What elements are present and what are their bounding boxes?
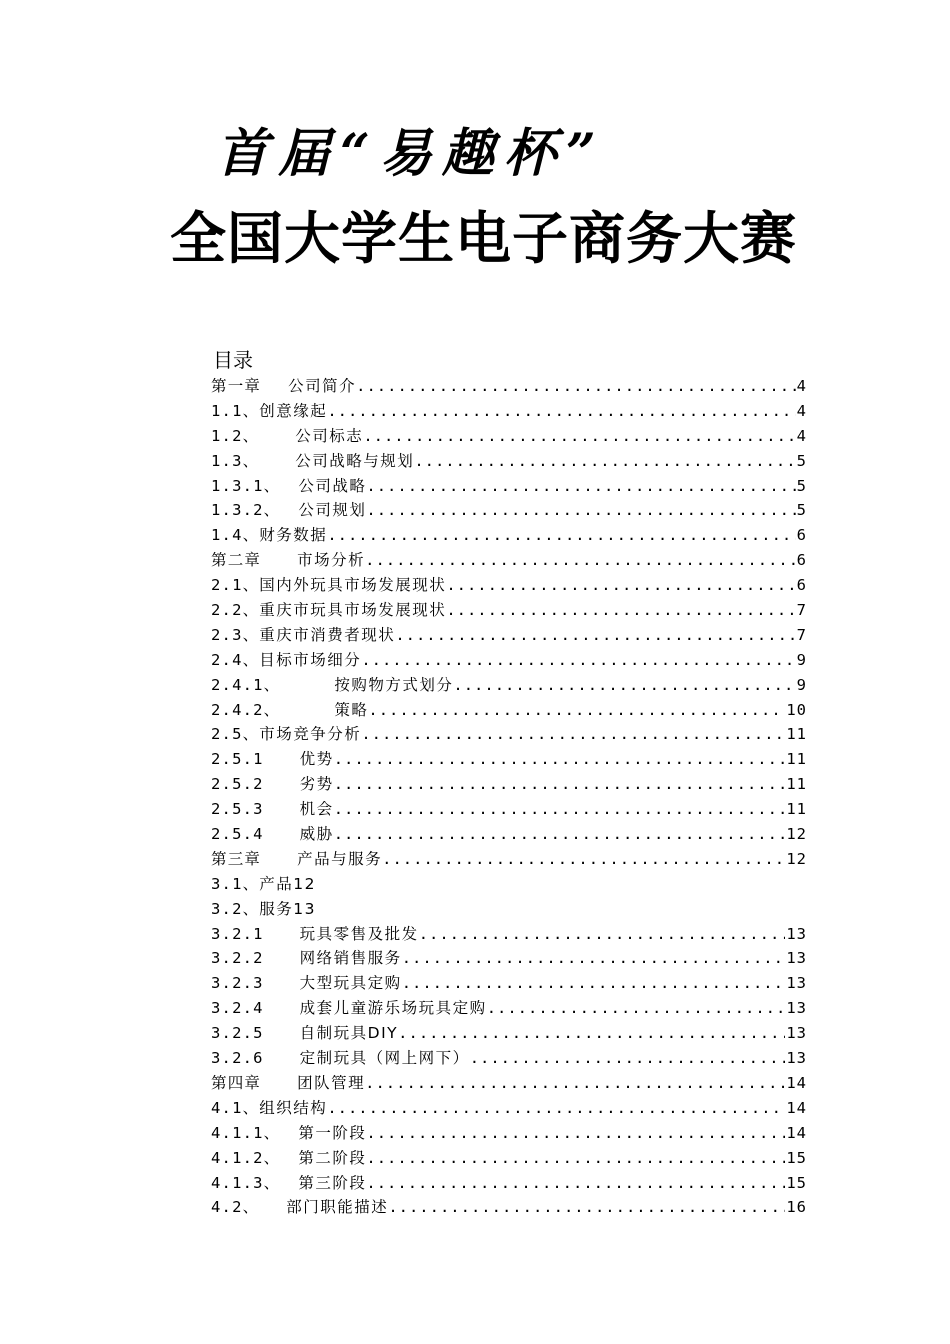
toc-entry-title: 机会 bbox=[299, 800, 334, 819]
toc-entry-number: 4.1.1、 bbox=[211, 1123, 281, 1142]
toc-entry[interactable] bbox=[211, 722, 807, 747]
toc-entry-title: 重庆市消费者现状 bbox=[259, 625, 396, 644]
toc-dot-leader bbox=[414, 449, 795, 474]
toc-dot-leader bbox=[361, 722, 785, 747]
toc-entry[interactable] bbox=[211, 872, 807, 897]
toc-entry-number: 2.5.4 bbox=[211, 825, 264, 844]
toc-entry-number: 1.3.1、 bbox=[211, 476, 281, 495]
toc-entry-number: 2.1、 bbox=[211, 576, 260, 595]
toc-entry-number: 2.4.1、 bbox=[211, 675, 281, 694]
toc-entry-title: 劣势 bbox=[299, 775, 334, 794]
toc-entry-number: 3.2.6 bbox=[211, 1049, 264, 1068]
toc-entry[interactable] bbox=[211, 573, 807, 598]
toc-dot-leader bbox=[382, 847, 785, 872]
toc-entry-title: 按购物方式划分 bbox=[334, 675, 454, 694]
toc-dot-leader bbox=[366, 474, 795, 499]
toc-entry-title: 网络销售服务 bbox=[299, 949, 402, 968]
toc-entry-page: 4 bbox=[796, 401, 807, 420]
toc-entry-title: 自制玩具DIY bbox=[299, 1024, 399, 1043]
toc-entry-page: 14 bbox=[786, 1123, 807, 1142]
toc-dot-leader bbox=[398, 1021, 785, 1046]
toc-dot-leader bbox=[419, 922, 786, 947]
toc-entry-number: 2.5、 bbox=[211, 725, 260, 744]
toc-entry-title: 部门职能描述 bbox=[286, 1198, 389, 1217]
toc-entry[interactable] bbox=[211, 1171, 807, 1196]
toc-entry[interactable] bbox=[211, 1071, 807, 1096]
toc-entry-number: 第三章 bbox=[211, 849, 262, 868]
toc-entry[interactable] bbox=[211, 747, 807, 772]
toc-entry-page: 13 bbox=[786, 1024, 807, 1043]
toc-entry[interactable] bbox=[211, 847, 807, 872]
toc-entry[interactable] bbox=[211, 971, 807, 996]
toc-entry[interactable] bbox=[211, 1121, 807, 1146]
toc-entry-page: 11 bbox=[786, 750, 807, 769]
toc-dot-leader bbox=[327, 399, 795, 424]
toc-entry[interactable] bbox=[211, 1146, 807, 1171]
toc-entry-page: 7 bbox=[796, 601, 807, 620]
toc-entry-title: 威胁 bbox=[299, 825, 334, 844]
toc-entry-number: 4.1.3、 bbox=[211, 1173, 281, 1192]
toc-entry-title: 产品12 bbox=[259, 874, 317, 893]
toc-dot-leader bbox=[402, 946, 786, 971]
toc-entry-number: 第四章 bbox=[211, 1073, 262, 1092]
toc-entry-page: 10 bbox=[786, 700, 807, 719]
toc-dot-leader bbox=[363, 424, 795, 449]
toc-entry[interactable] bbox=[211, 399, 807, 424]
toc-entry-page: 5 bbox=[796, 451, 807, 470]
toc-entry-page: 7 bbox=[796, 625, 807, 644]
toc-entry-page: 13 bbox=[786, 924, 807, 943]
toc-dot-leader bbox=[327, 523, 795, 548]
toc-entry[interactable] bbox=[211, 449, 807, 474]
toc-entry-page: 11 bbox=[786, 725, 807, 744]
toc-entry-page: 9 bbox=[796, 675, 807, 694]
toc-entry-number: 2.4.2、 bbox=[211, 700, 281, 719]
toc-entry-title: 优势 bbox=[299, 750, 334, 769]
toc-entry[interactable] bbox=[211, 897, 807, 922]
toc-entry-number: 2.4、 bbox=[211, 650, 260, 669]
toc-entry-title: 团队管理 bbox=[297, 1073, 366, 1092]
toc-entry-number: 3.2.3 bbox=[211, 974, 264, 993]
toc-entry-title: 服务13 bbox=[259, 899, 317, 918]
toc-dot-leader bbox=[366, 1171, 785, 1196]
toc-entry-number: 3.2.5 bbox=[211, 1024, 264, 1043]
toc-dot-leader bbox=[365, 1071, 785, 1096]
toc-dot-leader bbox=[365, 548, 796, 573]
toc-entry-page: 15 bbox=[786, 1173, 807, 1192]
toc-entry-number: 3.2.1 bbox=[211, 924, 264, 943]
toc-entry-title: 第三阶段 bbox=[298, 1173, 367, 1192]
toc-entry-page: 9 bbox=[796, 650, 807, 669]
toc-entry[interactable] bbox=[211, 1195, 807, 1220]
toc-entry-number: 3.1、 bbox=[211, 874, 260, 893]
toc-entry-title: 定制玩具（网上网下） bbox=[299, 1049, 470, 1068]
toc-entry[interactable] bbox=[211, 623, 807, 648]
toc-heading: 目录 bbox=[213, 348, 253, 372]
toc-entry[interactable] bbox=[211, 374, 807, 399]
toc-entry[interactable] bbox=[211, 946, 807, 971]
toc-entry-number: 2.5.2 bbox=[211, 775, 264, 794]
toc-entry-number: 2.5.1 bbox=[211, 750, 264, 769]
toc-entry-title: 玩具零售及批发 bbox=[299, 924, 419, 943]
toc-entry-title: 国内外玩具市场发展现状 bbox=[259, 576, 447, 595]
toc-entry-number: 第二章 bbox=[211, 551, 262, 570]
toc-entry-title: 公司战略与规划 bbox=[295, 451, 415, 470]
toc-dot-leader bbox=[395, 623, 795, 648]
toc-entry-title: 策略 bbox=[334, 700, 369, 719]
toc-entry-number: 2.3、 bbox=[211, 625, 260, 644]
toc-entry-page: 13 bbox=[786, 949, 807, 968]
toc-dot-leader bbox=[402, 971, 786, 996]
toc-entry-page: 11 bbox=[786, 800, 807, 819]
toc-dot-leader bbox=[334, 772, 786, 797]
toc-entry[interactable] bbox=[211, 598, 807, 623]
toc-entry-number: 1.3.2、 bbox=[211, 501, 281, 520]
toc-entry-title: 财务数据 bbox=[259, 526, 328, 545]
toc-dot-leader bbox=[446, 598, 795, 623]
toc-entry-page: 14 bbox=[786, 1098, 807, 1117]
toc-entry[interactable] bbox=[211, 822, 807, 847]
toc-entry-title: 公司标志 bbox=[295, 426, 364, 445]
document-title-line1: 首届“易趣杯” bbox=[216, 123, 606, 184]
toc-dot-leader bbox=[327, 1096, 785, 1121]
toc-dot-leader bbox=[470, 1046, 786, 1071]
toc-entry-page: 11 bbox=[786, 775, 807, 794]
toc-entry[interactable] bbox=[211, 548, 807, 573]
toc-entry[interactable] bbox=[211, 523, 807, 548]
toc-entry-page: 6 bbox=[796, 526, 807, 545]
toc-entry[interactable] bbox=[211, 498, 807, 523]
table-of-contents bbox=[211, 374, 807, 1220]
toc-entry-page: 16 bbox=[786, 1198, 807, 1217]
toc-dot-leader bbox=[356, 374, 796, 399]
toc-entry-page: 13 bbox=[786, 999, 807, 1018]
toc-entry-title: 目标市场细分 bbox=[259, 650, 362, 669]
toc-dot-leader bbox=[334, 747, 786, 772]
toc-dot-leader bbox=[388, 1195, 785, 1220]
toc-entry-page: 5 bbox=[796, 501, 807, 520]
toc-entry-title: 产品与服务 bbox=[297, 849, 383, 868]
toc-entry-page: 12 bbox=[786, 849, 807, 868]
toc-entry-title: 组织结构 bbox=[259, 1098, 328, 1117]
toc-entry-number: 1.4、 bbox=[211, 526, 260, 545]
toc-entry-title: 第二阶段 bbox=[298, 1148, 367, 1167]
toc-entry-number: 1.3、 bbox=[211, 451, 260, 470]
toc-entry-page: 5 bbox=[796, 476, 807, 495]
toc-entry[interactable] bbox=[211, 772, 807, 797]
toc-dot-leader bbox=[487, 996, 786, 1021]
toc-entry[interactable] bbox=[211, 424, 807, 449]
toc-entry-title: 公司规划 bbox=[298, 501, 367, 520]
toc-entry-title: 公司简介 bbox=[288, 377, 357, 395]
toc-dot-leader bbox=[453, 673, 795, 698]
toc-entry-page: 14 bbox=[786, 1073, 807, 1092]
toc-entry-title: 公司战略 bbox=[298, 476, 367, 495]
toc-dot-leader bbox=[334, 797, 786, 822]
toc-entry-page: 6 bbox=[796, 551, 807, 570]
toc-entry-page: 12 bbox=[786, 825, 807, 844]
toc-dot-leader bbox=[361, 648, 795, 673]
toc-entry-title: 第一阶段 bbox=[298, 1123, 367, 1142]
toc-entry-page: 13 bbox=[786, 974, 807, 993]
toc-entry-page: 4 bbox=[796, 377, 807, 395]
toc-entry[interactable] bbox=[211, 673, 807, 698]
toc-entry-title: 市场分析 bbox=[297, 551, 366, 570]
toc-entry[interactable] bbox=[211, 474, 807, 499]
toc-entry[interactable] bbox=[211, 698, 807, 723]
toc-entry-number: 1.1、 bbox=[211, 401, 260, 420]
toc-entry-number: 2.2、 bbox=[211, 601, 260, 620]
toc-entry[interactable] bbox=[211, 1046, 807, 1071]
document-title-line2: 全国大学生电子商务大赛 bbox=[170, 207, 797, 272]
toc-entry-number: 第一章 bbox=[211, 377, 262, 395]
toc-entry-number: 3.2.2 bbox=[211, 949, 264, 968]
toc-entry-number: 4.1.2、 bbox=[211, 1148, 281, 1167]
toc-entry-number: 1.2、 bbox=[211, 426, 260, 445]
toc-entry-number: 2.5.3 bbox=[211, 800, 264, 819]
toc-entry-page: 13 bbox=[786, 1049, 807, 1068]
toc-dot-leader bbox=[334, 822, 786, 847]
toc-entry[interactable] bbox=[211, 648, 807, 673]
toc-entry-page: 4 bbox=[796, 426, 807, 445]
toc-entry-title: 市场竞争分析 bbox=[259, 725, 362, 744]
toc-entry[interactable] bbox=[211, 1021, 807, 1046]
toc-entry[interactable] bbox=[211, 996, 807, 1021]
toc-entry-number: 4.2、 bbox=[211, 1198, 260, 1217]
toc-dot-leader bbox=[366, 1121, 785, 1146]
toc-entry-number: 3.2、 bbox=[211, 899, 260, 918]
toc-entry-page: 15 bbox=[786, 1148, 807, 1167]
toc-entry-page: 6 bbox=[796, 576, 807, 595]
toc-entry-title: 成套儿童游乐场玩具定购 bbox=[299, 999, 487, 1018]
toc-entry[interactable] bbox=[211, 1096, 807, 1121]
toc-dot-leader bbox=[368, 698, 785, 723]
toc-dot-leader bbox=[366, 498, 795, 523]
toc-entry[interactable] bbox=[211, 922, 807, 947]
toc-entry-title: 大型玩具定购 bbox=[299, 974, 402, 993]
toc-dot-leader bbox=[366, 1146, 785, 1171]
toc-entry[interactable] bbox=[211, 797, 807, 822]
toc-entry-title: 重庆市玩具市场发展现状 bbox=[259, 601, 447, 620]
toc-entry-number: 3.2.4 bbox=[211, 999, 264, 1018]
toc-entry-title: 创意缘起 bbox=[259, 401, 328, 420]
toc-entry-number: 4.1、 bbox=[211, 1098, 260, 1117]
toc-dot-leader bbox=[446, 573, 795, 598]
